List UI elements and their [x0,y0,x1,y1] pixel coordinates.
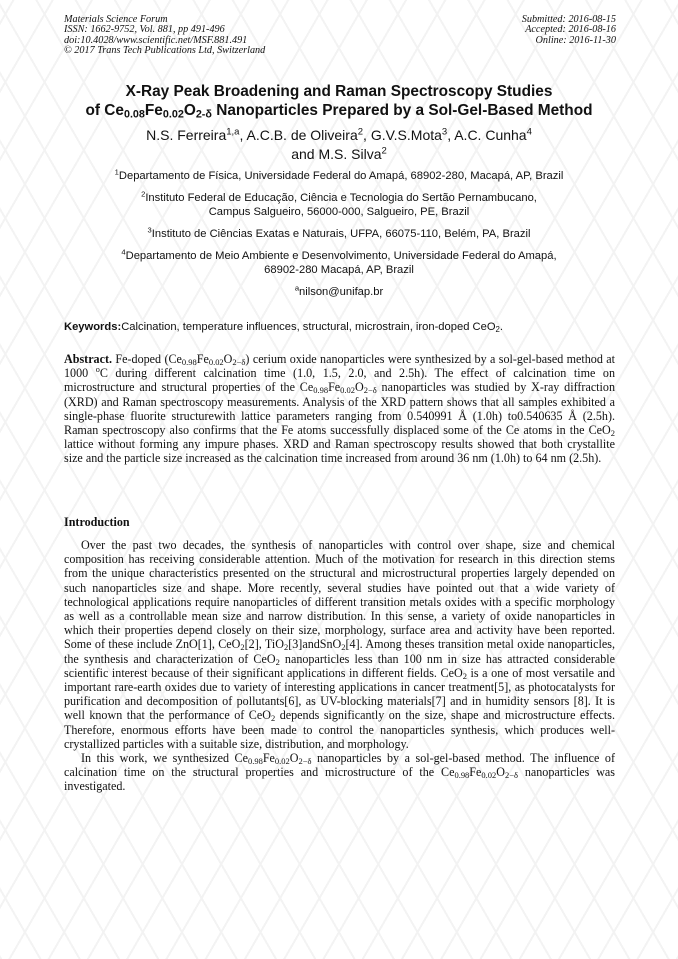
abstract-text: nanoparticles was studied by X-ray diffraction (XRD) and Raman spectroscopy measurements. Analysis of the XRD pattern shows that all samples exhibited a single-phase fluorite structurewith lattice parameters ranging from 0.540991 Å (1.0h) to0.540635 Å (2.5h). Raman spectroscopy also confirms that the Fe atoms successfully displaced some of the Ce atoms in the CeO [64,380,615,438]
publication-dates [522,15,616,46]
intro-text: O [289,751,299,766]
affiliation-2 [40,191,638,219]
abstract-subscript: 0.98 [181,357,197,368]
abstract-text: Fe [328,380,341,395]
intro-text: In this work, we synthesized Ce [81,751,248,766]
keywords-text: Calcination, temperature influences, structural, microstrain, iron-doped CeO [121,321,496,333]
author-affil-mark: 2 [381,145,387,157]
title-text: of Ce [85,102,124,119]
intro-text: [3]andSnO [288,637,342,652]
title-line-1: X-Ray Peak Broadening and Raman Spectroscopy Studies [125,83,553,100]
intro-subscript: 2−δ [504,770,518,781]
intro-text: nanoparticles less than 100 nm in size has attracted considerable scientific interest because of their significant applications in different fields. CeO [64,651,615,680]
title-subscript: 2-δ [195,108,212,121]
affiliation-list [40,169,638,299]
author-name: , G.V.S.Mota [363,127,442,143]
title-subscript: 0.08 [123,108,145,121]
abstract-subscript: 2−δ [232,357,246,368]
intro-paragraph-1 [64,538,615,751]
email-link[interactable]: nilson@unifap.br [299,286,384,298]
title-text: Fe [144,102,163,119]
abstract-text: lattice without forming any impure phases. XRD and Raman spectroscopy results showed that both crystallite size and the particle size increased as the calcination time increased from around 36 nm (1.0h) to 64 nm (2.5h). [64,437,615,466]
paper-title [40,82,638,120]
affil-text: Instituto Federal de Educação, Ciência e Tecnologia do Sertão Pernambucano, [145,192,537,204]
author-line-1 [40,126,638,145]
intro-text: nanoparticles by a sol-gel-based method. The influence of calcination time on the structural properties and microstructure of the Ce [64,751,615,780]
author-affil-mark: 2 [357,126,364,138]
journal-name: Materials Science Forum [64,14,168,25]
abstract-text: Fe [196,352,209,366]
intro-subscript: 2 [270,713,276,724]
intro-text: Fe [469,765,482,780]
abstract-text: ) cerium oxide nanoparticles were synthesized by a sol-gel-based method at 1000 [64,352,615,381]
introduction-body [64,538,615,794]
abstract-text: Fe-doped (Ce [112,352,182,366]
corresponding-email [40,285,638,299]
author-list [40,126,638,164]
affil-text: Instituto de Ciências Exatas e Naturais, UFPA, 66075-110, Belém, PA, Brazil [151,228,531,240]
affil-mark: 4 [121,247,126,257]
intro-text: depends significantly on the size, shape and microstructure effects. Therefore, enormous efforts have been made to control the nanoparticles synthesis, which produces well-crystallized particles with a suitable size, distribution, and morphology. [64,708,615,751]
date-online: Online: 2016-11-30 [535,34,616,46]
intro-text: [2], TiO [244,637,284,652]
journal-doi[interactable]: doi:10.4028/www.scientific.net/MSF.881.491 [64,34,248,46]
abstract-subscript: 2−δ [363,385,377,396]
affiliation-1 [40,169,638,183]
intro-paragraph-2 [64,751,615,794]
keywords-text: . [499,321,503,333]
keywords-label: Keywords: [64,321,122,333]
abstract-subscript: 0.98 [313,385,329,396]
keywords [64,320,619,334]
intro-text: [4]. Among theses transition metal oxide nanoparticles, the synthesis and characterization of CeO [64,637,615,666]
affil-mark: 3 [147,225,152,235]
journal-issn: ISSN: 1662-9752, Vol. 881, pp 491-496 [64,24,225,36]
abstract-subscript: 2 [610,428,615,439]
intro-text: Fe [262,751,275,766]
intro-subscript: 2 [240,642,245,653]
intro-text: is a one of most versatile and important rare-earth oxides due to variety of interesting applications in cancer treatment[5], as photocatalysts for purification and decomposition of pollutants[6], as UV-blocking materials[7] and in humidity sensors [8]. It is well known that the performance of CeO [64,665,615,723]
abstract-text: C during different calcination time (1.0, 1.5, 2.0, and 2.5h). The effect of calcination time on microstructure and structural properties of the Ce [64,366,615,395]
abstract-text: O [354,380,364,395]
date-accepted: Accepted: 2016-08-16 [525,24,616,36]
affiliation-3 [40,227,638,241]
affil-mark: 1 [114,167,119,177]
author-name: , A.C. Cunha [447,127,527,143]
abstract-superscript: o [95,365,100,375]
date-submitted: Submitted: 2016-08-15 [521,14,616,25]
section-heading-introduction: Introduction [64,515,130,529]
email-mark: a [294,283,300,293]
affil-text: Departamento de Física, Universidade Federal do Amapá, 68902-280, Macapá, AP, Brazil [118,170,564,182]
abstract-subscript: 0.02 [340,385,355,396]
intro-subscript: 2 [275,656,280,667]
affiliation-4 [40,249,638,277]
intro-subscript: 2 [341,642,346,653]
affil-text: Departamento de Meio Ambiente e Desenvolvimento, Universidade Federal do Amapá, [125,250,557,262]
abstract-label: Abstract. [64,352,113,366]
intro-subscript: 0.98 [247,756,263,767]
journal-copyright: © 2017 Trans Tech Publications Ltd, Switzerland [64,45,266,57]
author-line-2 [40,145,638,164]
intro-text: O [496,765,505,780]
affil-text: Campus Salgueiro, 56000-000, Salgueiro, PE, Brazil [208,206,470,218]
author-affil-mark: 4 [526,126,532,138]
intro-subscript: 0.02 [481,770,497,781]
abstract-subscript: 0.02 [208,357,224,368]
intro-text: Over the past two decades, the synthesis of nanoparticles with control over shape, size and chemical composition has receiving considerable attention. Much of the motivation for research in this direction stems from the unique characteristics presented on the structural and microstructural properties largely depended on such nanoparticles size and shape. More recently, several studies have pointed out that a wide variety of technological applications require nanoparticles of different transition metals oxides with a specific morphology as well as a controllable mean size and narrow distribution. In this sense, a variety of oxide nanoparticles in which their properties depend closely on their size, morphology, surface area and activity have been reported. Some of these include ZnO[1], CeO [64,538,615,652]
intro-subscript: 2−δ [298,756,312,767]
intro-text: nanoparticles was investigated. [64,765,615,794]
keywords-subscript: 2 [495,324,500,334]
affil-text: 68902-280 Macapá, AP, Brazil [264,264,414,276]
author-name: N.S. Ferreira [146,127,227,143]
journal-info [64,15,265,57]
intro-subscript: 0.02 [274,756,290,767]
author-affil-mark: 1,a [226,126,240,138]
author-name: and M.S. Silva [291,146,382,162]
affil-mark: 2 [141,189,146,199]
intro-subscript: 2 [462,670,467,681]
title-line-2 [40,101,638,120]
title-text: Nanoparticles Prepared by a Sol-Gel-Based Method [211,102,593,119]
intro-subscript: 0.98 [454,770,470,781]
title-subscript: 0.02 [162,108,184,121]
author-affil-mark: 3 [441,126,448,138]
intro-subscript: 2 [283,642,289,653]
author-name: , A.C.B. de Oliveira [239,127,358,143]
abstract-text: O [223,352,233,366]
abstract [64,352,615,466]
title-text: O [183,102,196,119]
